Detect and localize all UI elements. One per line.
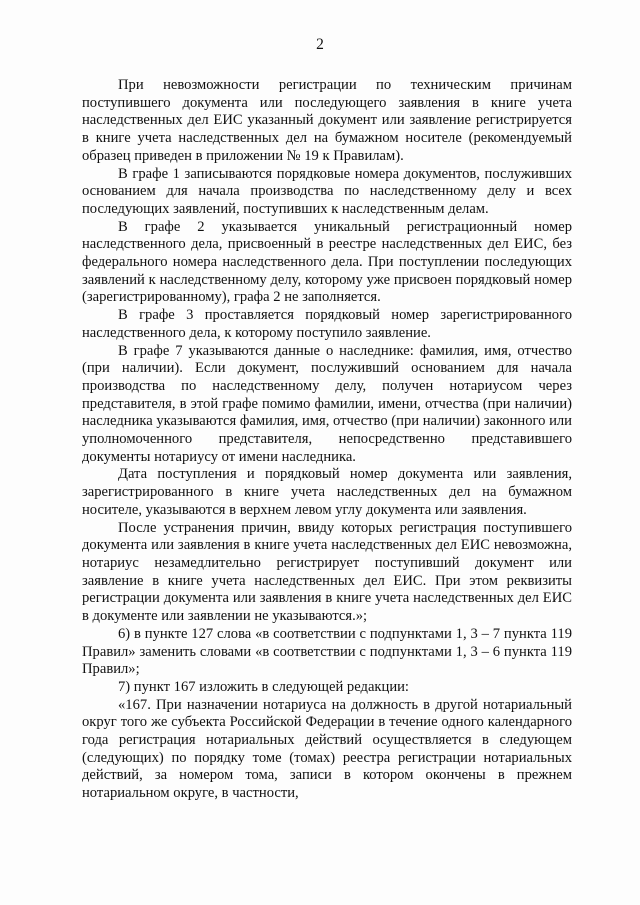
paragraph: После устранения причин, ввиду которых регистрация поступившего документа или заявления в книге учета наследственных дел ЕИС невозможна, нотариус незамедлительно регистрирует поступивший документ или заявление в книге учета наследственных дел ЕИС. При этом реквизиты регистрации документа или заявления в книге учета наследственных дел ЕИС в документе или заявлении не указываются.»; <box>82 519 572 625</box>
paragraph: 6) в пункте 127 слова «в соответствии с подпунктами 1, 3 – 7 пункта 119 Правил» заменить словами «в соответствии с подпунктами 1, 3 – 6 пункта 119 Правил»; <box>82 625 572 678</box>
paragraph: При невозможности регистрации по техническим причинам поступившего документа или последующего заявления в книге учета наследственных дел ЕИС указанный документ или заявление регистрируется в книге учета наследственных дел на бумажном носителе (рекомендуемый образец приведен в приложении № 19 к Правилам). <box>82 77 572 164</box>
paragraph: В графе 2 указывается уникальный регистрационный номер наследственного дела, присвоенный в реестре наследственных дел ЕИС, без федерального номера наследственного дела. При поступлении последующих заявлений к наследственному делу, которому уже присвоен порядковый номер (зарегистрированному), графа 2 не заполняется. <box>82 218 572 306</box>
paragraph: 7) пункт 167 изложить в следующей редакции: <box>118 678 409 695</box>
paragraph: В графе 7 указываются данные о наследнике: фамилия, имя, отчество (при наличии). Если документ, послуживший основанием для начала производства по наследственному делу, получен нотариусом через представителя, в этой графе помимо фамилии, имени, отчества (при наличии) наследника указываются фамилия, имя, отчество (при наличии) законного или уполномоченного представителя, непосредственно представившего документы нотариусу от имени наследника. <box>82 342 572 465</box>
paragraph: Дата поступления и порядковый номер документа или заявления, зарегистрированного в книге учета наследственных дел на бумажном носителе, указываются в верхнем левом углу документа или заявления. <box>82 466 572 518</box>
paragraph: «167. При назначении нотариуса на должность в другой нотариальный округ того же субъекта Российской Федерации в течение одного календарного года регистрация нотариальных действий осуществляется в следующем (следующих) по порядку томе (томах) реестра регистрации нотариальных действий, за номером тома, записи в котором окончены в прежнем нотариальном округе, в частности, <box>82 696 572 802</box>
paragraph: В графе 1 записываются порядковые номера документов, послуживших основанием для начала производства по наследственному делу и всех последующих заявлений, поступивших к наследственным делам. <box>82 165 572 217</box>
page-number: 2 <box>316 36 324 53</box>
paragraph: В графе 3 проставляется порядковый номер зарегистрированного наследственного дела, к которому поступило заявление. <box>82 307 572 341</box>
document-body <box>82 77 572 803</box>
